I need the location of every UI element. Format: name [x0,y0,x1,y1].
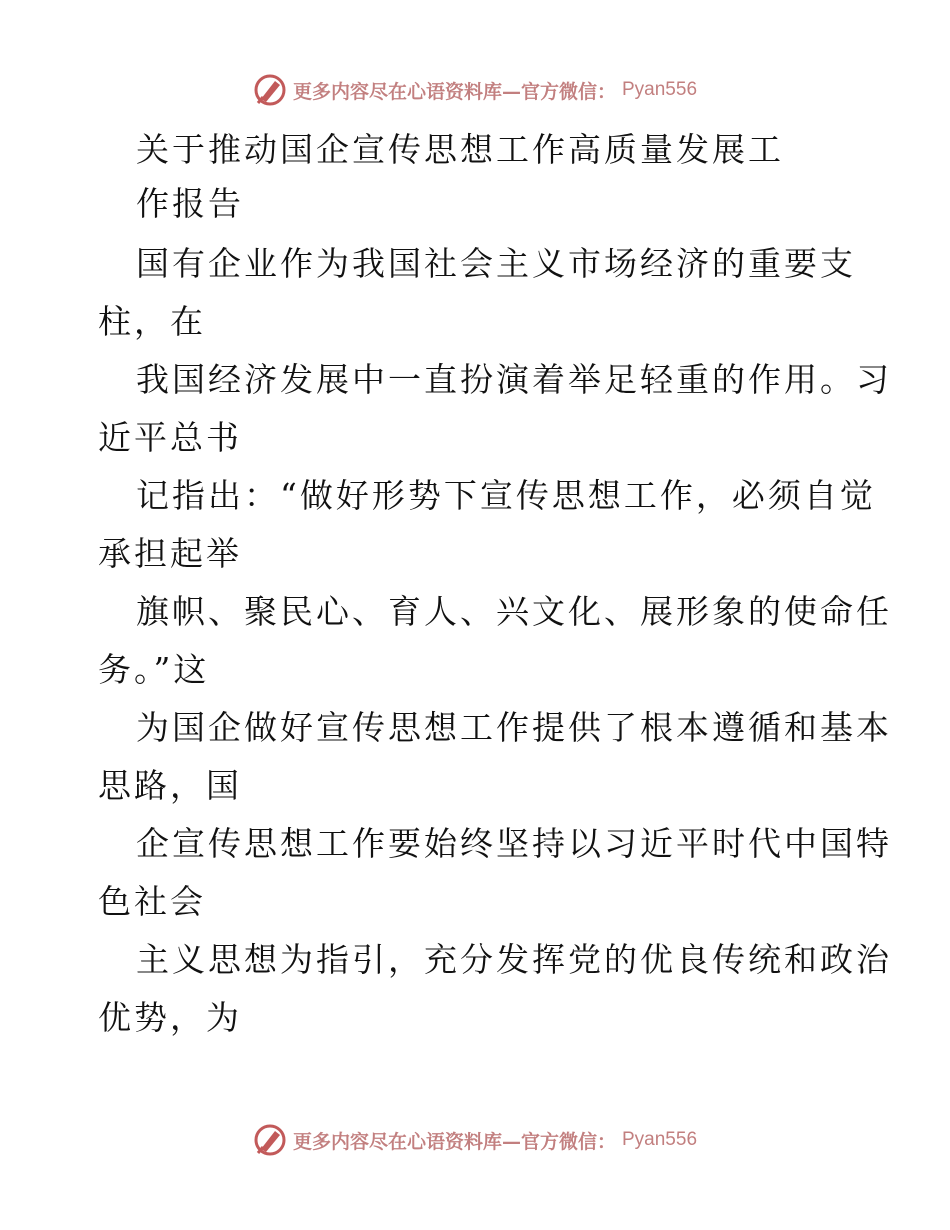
text-line: 为国企做好宣传思想工作提供了根本遵循和基本 [136,708,892,747]
text-line: 企宣传思想工作要始终坚持以习近平时代中国特 [136,824,892,863]
pen-nib-logo-icon [253,1123,287,1157]
text-line: 思路，国 [98,766,242,805]
text-line: 承担起举 [98,534,242,573]
text-line: 优势，为 [98,998,242,1037]
text-line: 关于推动国企宣传思想工作高质量发展工 [136,130,784,169]
text-line: 国有企业作为我国社会主义市场经济的重要支 [136,244,856,283]
text-line: 柱，在 [98,302,206,341]
watermark-label: 更多内容尽在心语资料库—官方微信： [292,1130,616,1153]
text-line: 我国经济发展中一直扮演着举足轻重的作用。习 [136,360,892,399]
header-watermark [0,70,950,110]
footer-watermark [0,1120,950,1160]
text-line: 记指出：“做好形势下宣传思想工作，必须自觉 [136,476,876,515]
text-line: 作报告 [136,184,244,223]
text-line: 近平总书 [98,418,242,457]
pen-nib-logo-icon [253,73,287,107]
watermark-account: Pyan556 [622,79,698,100]
text-line: 色社会 [98,882,206,921]
text-line: 旗帜、聚民心、育人、兴文化、展形象的使命任 [136,592,892,631]
text-line: 务。”这 [98,650,210,689]
text-line: 主义思想为指引，充分发挥党的优良传统和政治 [136,940,892,979]
watermark-label: 更多内容尽在心语资料库—官方微信： [292,80,616,103]
watermark-account: Pyan556 [622,1129,698,1150]
